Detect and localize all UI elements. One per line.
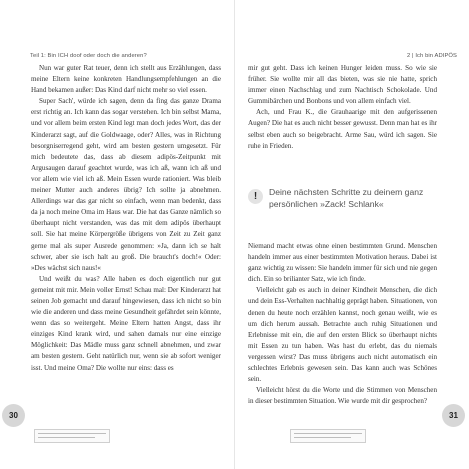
paragraph: mir gut geht. Dass ich keinen Hunger leiden muss. So wie sie früher. Sie wollte mir all das bieten, was sie nie hatte, sprich immer einen Nachschlag und zum Nachtisch Schokolade. Und Gummibärchen und Bonbons und von allem einfach viel. (248, 64, 437, 106)
paragraph: Vielleicht hörst du die Worte und die Stimmen von Menschen in dieser bestimmten Situation. Wie wurde mit dir gesprochen? (248, 386, 437, 406)
paragraph: Vielleicht gab es auch in deiner Kindheit Menschen, die dich und dein Ess-Verhalten nachhaltig geprägt haben. Situationen, von denen du heute noch erzählen kannst, noch genau weißt, wie es um dich herum aussah. Betrachte auch ruhig Situationen und Erlebnisse mit ein, die auf den ersten Blick so überhaupt nichts mit Essen zu tun haben. Was hast du erlebt, das du niemals vergessen wirst? Das muss übrigens auch nicht automatisch ein schlechtes Erlebnis gewesen sein. Das kann auch was Schönes sein. (248, 286, 437, 384)
paragraph: Und weißt du was? Alle haben es doch eigentlich nur gut gemeint mit mir. Mein voller Ernst! Schau mal: Der Kinderarzt hat seinen Job gemacht und darauf hingewiesen, dass ich nicht so bin wie die anderen und dass meine Gesundheit gefährdet sein könnte, wenn das so weitergeht. Meine Eltern hatten Angst, dass ihr einziges Kind krank wird, und sahen damals nur eine einzige Möglichkeit: Das Mädle muss ganz schnell abnehmen, und zwar am besten gestern. Geht natürlich nur, wenn sie ab sofort weniger isst. Und meine Oma? Die wollte nur eins: dass es (31, 274, 221, 372)
running-head: Teil 1: Bin ICH doof oder doch die anderen? (30, 53, 147, 59)
paragraph: Ach, und Frau K., die Grauhaarige mit den aufgerissenen Augen? Die hat es auch nicht besser gewusst. Denn man hat es ihr selbst eben auch so beigebracht. Arme Sau, würd ich sagen. Sie ruhe in Frieden. (248, 108, 437, 150)
imprint-line (38, 433, 106, 434)
imprint-line (294, 437, 351, 438)
page-number: 30 (2, 404, 25, 427)
page-number: 31 (442, 404, 465, 427)
running-head: 2 | Ich bin ADIPÖS (406, 53, 457, 59)
exclamation-icon: ! (248, 189, 263, 204)
imprint-strip (34, 429, 110, 443)
imprint-line (38, 437, 95, 438)
tip-box-heading: Deine nächsten Schritte zu deinem ganz persönlichen »Zack! Schlank« (269, 187, 424, 209)
left-page (0, 0, 234, 469)
tip-box (248, 186, 438, 232)
paragraph: Super Sach', würde ich sagen, denn da fing das ganze Drama erst richtig an. Ich kann das sogar verstehen. Ich bin selbst Mama, und vor allem beim ersten Kind legt man doch jedes Wort, das der Kinderarzt sagt, auf die Goldwaage, oder? Alles, was in Richtung besorgniserregend geht, wird am besten gestern umgesetzt. Für mich bedeutete das, dass ab diesem adipös-Zeitpunkt mit Argusaugen darauf geachtet wurde, was ich aß, wann ich aß und vor allem wie viel ich aß. Mein Essen wurde rationiert. Was bleib meiner Mutter auch anderes übrig? Ich sollte ja abnehmen. Allerdings war das gar nicht so einfach, wenn man bedenkt, dass da ja noch meine Oma im Haus war. Die hat das Ganze nämlich so überhaupt nicht verstanden, was das mit dem adipös überhaupt soll. Sie hat meine Körpergröße übrigens von Zeit zu Zeit ganz gerne mal als super Ausrede genommen: »Ja, dann ich se halt schwer, aber sie isch halt au groß. Die braucht's doch!« Oder: »Des wächst sich naus!« (31, 97, 221, 272)
right-page (235, 0, 469, 469)
body-text-top (248, 63, 437, 152)
imprint-line (294, 433, 362, 434)
paragraph: Nun war guter Rat teuer, denn ich stellt aus Erzählungen, dass meine Eltern keine konkreten Handlungsempfehlungen an die Hand bekamen außer: Das Kind darf nicht mehr so viel essen. (31, 64, 221, 95)
imprint-strip (290, 429, 366, 443)
body-text (31, 63, 221, 374)
paragraph: Niemand macht etwas ohne einen bestimmten Grund. Menschen handeln immer aus einer bestimmten Motivation heraus. Dabei ist ganz wichtig zu wissen: Sie handeln immer für sich und nie gegen dich. Ein so brilianter Satz, wie ich finde. (248, 242, 437, 284)
body-text-bottom (248, 241, 437, 407)
